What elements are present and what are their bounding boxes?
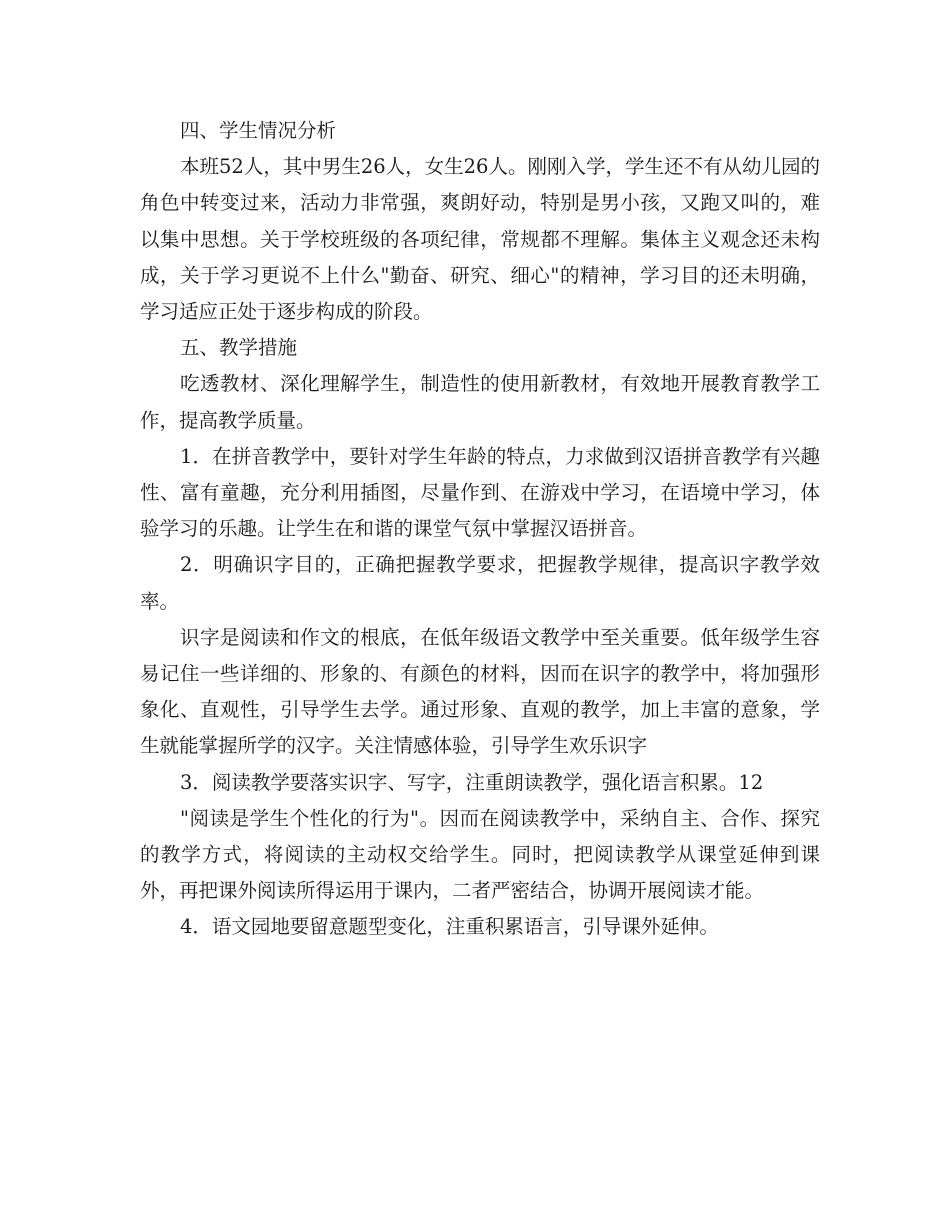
- section-heading-student-analysis: 四、学生情况分析: [180, 119, 337, 142]
- paragraph-reading-personalized: "阅读是学生个性化的行为"。因而在阅读教学中，采纳自主、合作、探究的教学方式，将阅读的主动权交给学生。同时，把阅读教学从课堂延伸到课外，再把课外阅读所得运用于课内，二者严密结合，协调开展阅读才能。: [140, 806, 820, 903]
- paragraph-literacy-goal: 2．明确识字目的，正确把握教学要求，把握教学规律，提高识字教学效率。: [140, 553, 820, 613]
- paragraph-literacy-basis: 识字是阅读和作文的根底，在低年级语文教学中至关重要。低年级学生容易记住一些详细的、形象的、有颜色的材料，因而在识字的教学中，将加强形象化、直观性，引导学生去学。通过形象、直观的教学，加上丰富的意象，学生就能掌握所学的汉字。关注情感体验，引导学生欢乐识字: [140, 625, 820, 758]
- section-heading-teaching-measures: 五、教学措施: [180, 336, 298, 360]
- document-body: [140, 113, 820, 946]
- paragraph-language-garden: 4．语文园地要留意题型变化，注重积累语言，引导课外延伸。: [180, 915, 719, 939]
- paragraph-pinyin-teaching: 1．在拼音教学中，要针对学生年龄的特点，力求做到汉语拼音教学有兴趣性、富有童趣，充分利用插图，尽量作到、在游戏中学习，在语境中学习，体验学习的乐趣。让学生在和谐的课堂气氛中掌握汉语拼音。: [140, 444, 820, 541]
- paragraph-teaching-intro: 吃透教材、深化理解学生，制造性的使用新教材，有效地开展教育教学工作，提高教学质量。: [140, 372, 820, 432]
- paragraph-student-analysis: 本班52人，其中男生26人，女生26人。刚刚入学，学生还不有从幼儿园的角色中转变过来，活动力非常强，爽朗好动，特别是男小孩，又跑又叫的，难以集中思想。关于学校班级的各项纪律，常规都不理解。集体主义观念还未构成，关于学习更说不上什么"勤奋、研究、细心"的精神，学习目的还未明确，学习适应正处于逐步构成的阶段。: [140, 155, 820, 324]
- paragraph-reading-teaching: 3．阅读教学要落实识字、写字，注重朗读教学，强化语言积累。12: [180, 770, 764, 794]
